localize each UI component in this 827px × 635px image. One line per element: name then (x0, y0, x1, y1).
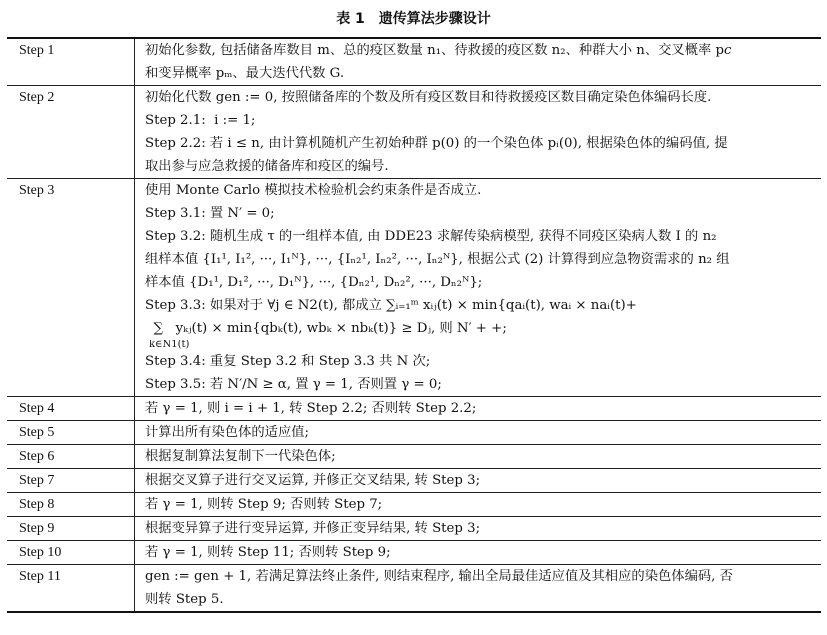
description-line: 组样本值 {I₁¹, I₁², ···, I₁ᴺ}, ···, {Iₙ₂¹, Iₙ₂², ···, Iₙ₂ᴺ}, 根据公式 (2) 计算得到应急物资需求的 n₂ 组 (145, 252, 730, 267)
step-description (135, 445, 822, 469)
description-line: 若 γ = 1, 则转 Step 9; 否则转 Step 7; (145, 497, 383, 512)
table-row (7, 517, 821, 541)
step-description (135, 179, 822, 397)
description-line: Step 3.5: 若 N′/N ≥ α, 置 γ = 1, 否则置 γ = 0; (145, 377, 442, 392)
table-row (7, 469, 821, 493)
step-label: Step 11 (7, 565, 135, 613)
description-line: ∑ yₖⱼ(t) × min{qbₖ(t), wbₖ × nbₖ(t)} ≥ Dⱼ, 则 N′ + +; (145, 321, 507, 336)
description-line: 使用 Monte Carlo 模拟技术检验机会约束条件是否成立. (145, 183, 482, 198)
step-description (135, 38, 822, 86)
description-line: 若 γ = 1, 则 i = i + 1, 转 Step 2.2; 否则转 Step 2.2; (145, 401, 477, 416)
table-row (7, 86, 821, 179)
description-line: Step 3.4: 重复 Step 3.2 和 Step 3.3 共 N 次; (145, 354, 431, 369)
step-label: Step 10 (7, 541, 135, 565)
description-line: 初始化代数 gen := 0, 按照储备库的个数及所有疫区数目和待救援疫区数目确定染色体编码长度. (145, 90, 712, 105)
step-label: Step 3 (7, 179, 135, 397)
step-label: Step 4 (7, 397, 135, 421)
algorithm-steps-table (7, 37, 821, 613)
description-line: 则转 Step 5. (145, 592, 224, 607)
step-description (135, 469, 822, 493)
step-description (135, 565, 822, 613)
step-label: Step 5 (7, 421, 135, 445)
table-row (7, 541, 821, 565)
step-description (135, 493, 822, 517)
description-line: 若 γ = 1, 则转 Step 11; 否则转 Step 9; (145, 545, 391, 560)
description-line: 样本值 {D₁¹, D₁², ···, D₁ᴺ}, ···, {Dₙ₂¹, Dₙ₂², ···, Dₙ₂ᴺ}; (145, 275, 483, 290)
description-line: k∈N1(t) (149, 340, 190, 350)
description-line: Step 3.1: 置 N′ = 0; (145, 206, 275, 221)
description-line: gen := gen + 1, 若满足算法终止条件, 则结束程序, 输出全局最佳适应值及其相应的染色体编码, 否 (145, 569, 733, 584)
description-line: 初始化参数, 包括储备库数目 m、总的疫区数量 n₁、待救援的疫区数 n₂、种群大小 n、交叉概率 p𝑐 (145, 43, 732, 58)
table-row (7, 565, 821, 613)
description-line: Step 2.2: 若 i ≤ n, 由计算机随机产生初始种群 p(0) 的一个染色体 pᵢ(0), 根据染色体的编码值, 提 (145, 136, 728, 151)
description-line: Step 3.2: 随机生成 τ 的一组样本值, 由 DDE23 求解传染病模型, 获得不同疫区染病人数 I 的 n₂ (145, 229, 717, 244)
description-line: 根据交叉算子进行交叉运算, 并修正交叉结果, 转 Step 3; (145, 473, 481, 488)
step-label: Step 7 (7, 469, 135, 493)
step-label: Step 6 (7, 445, 135, 469)
description-line: 取出参与应急救援的储备库和疫区的编号. (145, 159, 389, 174)
step-description (135, 86, 822, 179)
description-line: 计算出所有染色体的适应值; (145, 425, 310, 440)
step-label: Step 9 (7, 517, 135, 541)
step-label: Step 8 (7, 493, 135, 517)
step-description (135, 541, 822, 565)
description-line: Step 2.1: i := 1; (145, 113, 256, 128)
table-row (7, 179, 821, 397)
table-caption: 表 1 遗传算法步骤设计 (336, 11, 491, 27)
table-row (7, 421, 821, 445)
description-line: Step 3.3: 如果对于 ∀j ∈ N2(t), 都成立 ∑ᵢ₌₁ᵐ xᵢⱼ(t) × min{qaᵢ(t), waᵢ × naᵢ(t)+ (145, 298, 637, 313)
description-line: 和变异概率 pₘ、最大迭代代数 G. (145, 66, 345, 81)
step-description (135, 421, 822, 445)
table-row (7, 493, 821, 517)
step-description (135, 517, 822, 541)
table-row (7, 445, 821, 469)
step-description (135, 397, 822, 421)
step-label: Step 2 (7, 86, 135, 179)
table-row (7, 397, 821, 421)
step-label: Step 1 (7, 38, 135, 86)
table-row (7, 38, 821, 86)
description-line: 根据复制算法复制下一代染色体; (145, 449, 336, 464)
description-line: 根据变异算子进行变异运算, 并修正变异结果, 转 Step 3; (145, 521, 481, 536)
